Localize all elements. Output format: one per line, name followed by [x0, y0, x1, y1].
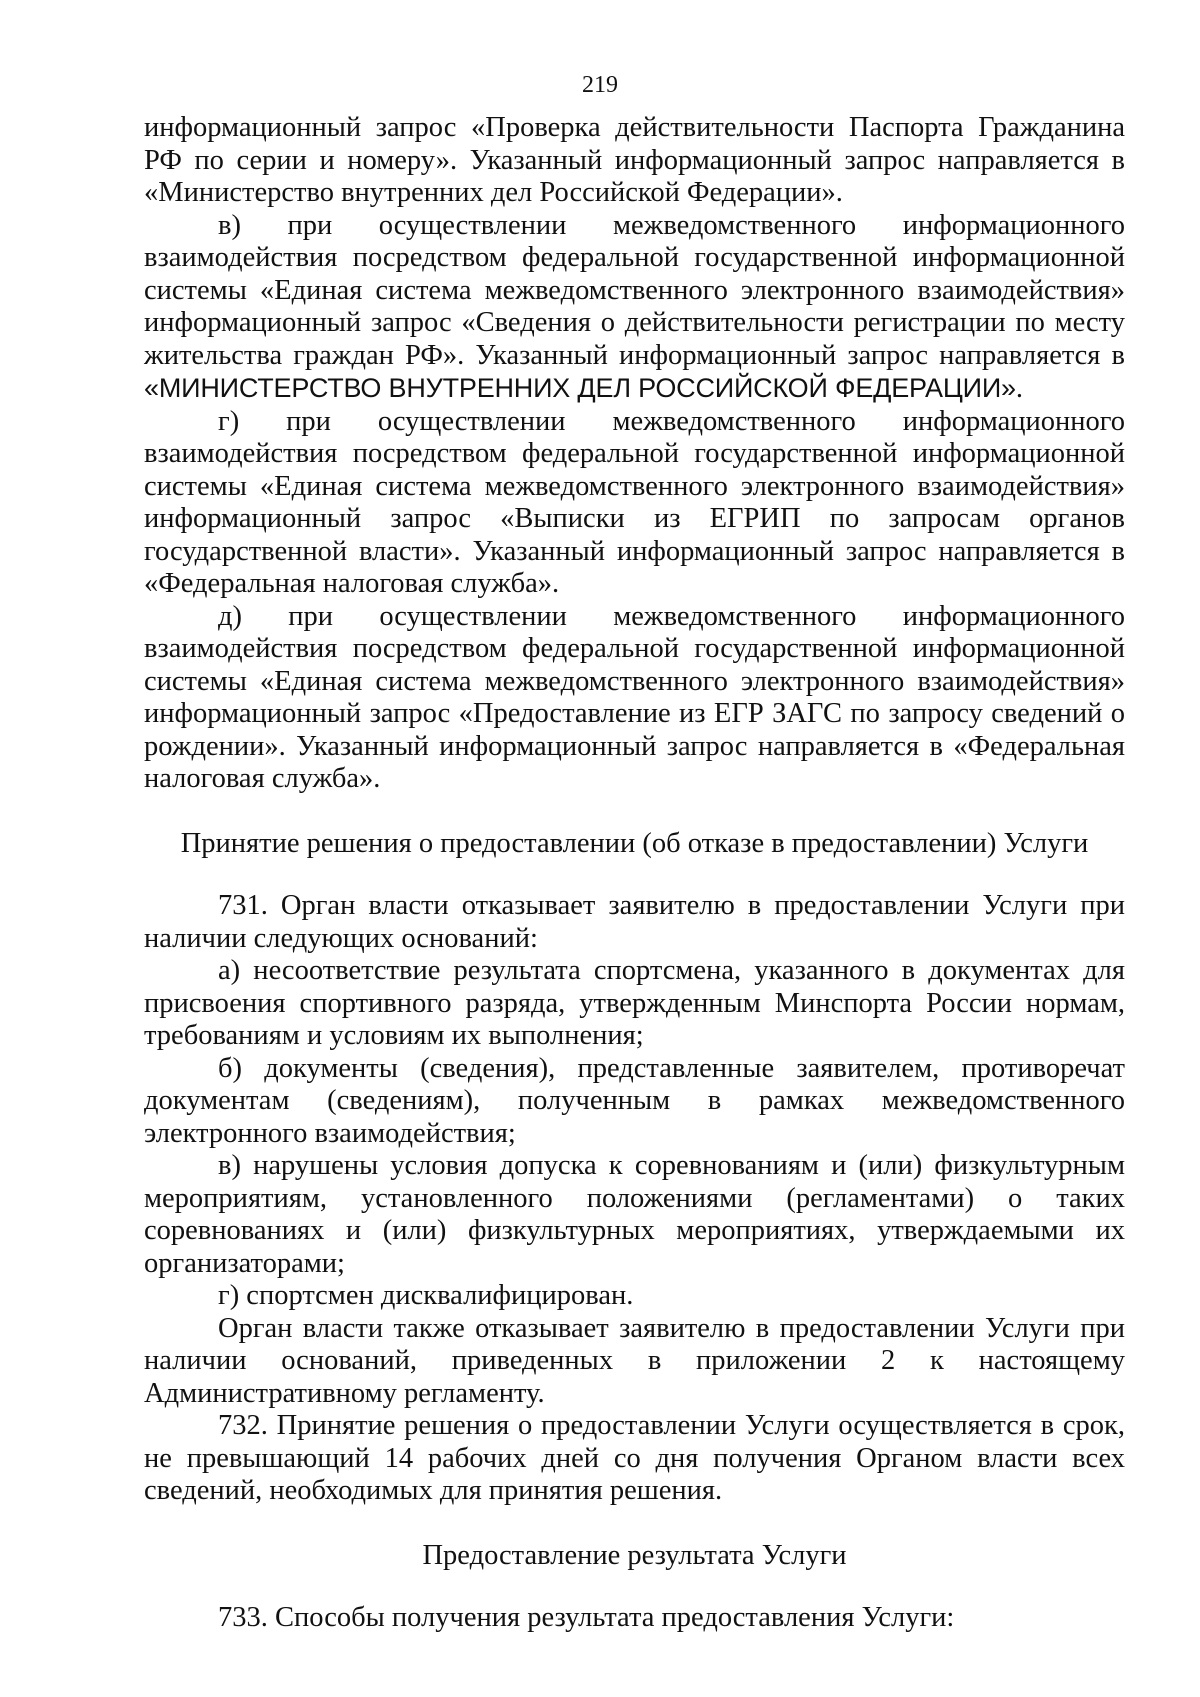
spacer	[144, 1572, 1125, 1602]
spacer	[144, 1508, 1125, 1540]
paragraph-item-g: г) спортсмен дисквалифицирован.	[218, 1280, 634, 1311]
paragraph-additional-grounds: Орган власти также отказывает заявителю в предоставлении Услуги при наличии оснований, приведенных в приложении 2 к настоящему Административному регламенту.	[144, 1312, 1125, 1409]
ministry-caps-text: «МИНИСТЕРСТВО ВНУТРЕННИХ ДЕЛ РОССИЙСКОЙ ФЕДЕРАЦИИ»	[144, 373, 1016, 403]
document-body	[144, 112, 1125, 1635]
section-heading-result: Предоставление результата Услуги	[422, 1539, 847, 1571]
section-heading-decision: Принятие решения о предоставлении (об отказе в предоставлении) Услуги	[180, 827, 1089, 859]
paragraph-item-v: в) нарушены условия допуска к соревнованиям и (или) физкультурным мероприятиям, установленного положениями (регламентами) о таких соревнованиях и (или) физкультурных мероприятиях, утверждаемыми их организаторами;	[144, 1150, 1125, 1279]
paragraph-item-d-zags: д) при осуществлении межведомственного информационного взаимодействия посредством федеральной государственной информационной системы «Единая система межведомственного электронного взаимодействия» информационный запрос «Предоставление из ЕГР ЗАГС по запросу сведений о рождении». Указанный информационный запрос направляется в «Федеральная налоговая служба».	[144, 600, 1125, 794]
paragraph-item-b: б) документы (сведения), представленные заявителем, противоречат документам (сведениям), полученным в рамках межведомственного электронного взаимодействия;	[144, 1052, 1125, 1149]
paragraph-text-end: .	[1015, 373, 1023, 404]
paragraph-733: 733. Способы получения результата предоставления Услуги:	[218, 1602, 955, 1633]
paragraph-731: 731. Орган власти отказывает заявителю в предоставлении Услуги при наличии следующих оснований:	[144, 890, 1125, 954]
paragraph-732: 732. Принятие решения о предоставлении Услуги осуществляется в срок, не превышающий 14 рабочих дней со дня получения Органом власти всех сведений, необходимых для принятия решения.	[144, 1410, 1125, 1506]
paragraph-item-a: а) несоответствие результата спортсмена, указанного в документах для присвоения спортивного разряда, утвержденным Минспорта России нормам, требованиям и условиям их выполнения;	[144, 955, 1125, 1051]
spacer	[144, 796, 1125, 828]
paragraph-item-g-egrip: г) при осуществлении межведомственного информационного взаимодействия посредством федеральной государственной информационной системы «Единая система межведомственного электронного взаимодействия» информационный запрос «Выписки из ЕГРИП по запросам органов государственной власти». Указанный информационный запрос направляется в «Федеральная налоговая служба».	[144, 405, 1125, 599]
paragraph-item-v-registration	[144, 210, 1125, 406]
page-number: 219	[582, 72, 618, 98]
paragraph-passport-request: информационный запрос «Проверка действительности Паспорта Гражданина РФ по серии и номеру». Указанный информационный запрос направляется в «Министерство внутренних дел Российской Федерации».	[144, 112, 1125, 208]
paragraph-text: в) при осуществлении межведомственного информационного взаимодействия посредством федеральной государственной информационной системы «Единая система межведомственного электронного взаимодействия» информационный запрос «Сведения о действительности регистрации по месту жительства граждан РФ». Указанный информационный запрос направляется в	[144, 209, 1125, 371]
spacer	[144, 860, 1125, 890]
